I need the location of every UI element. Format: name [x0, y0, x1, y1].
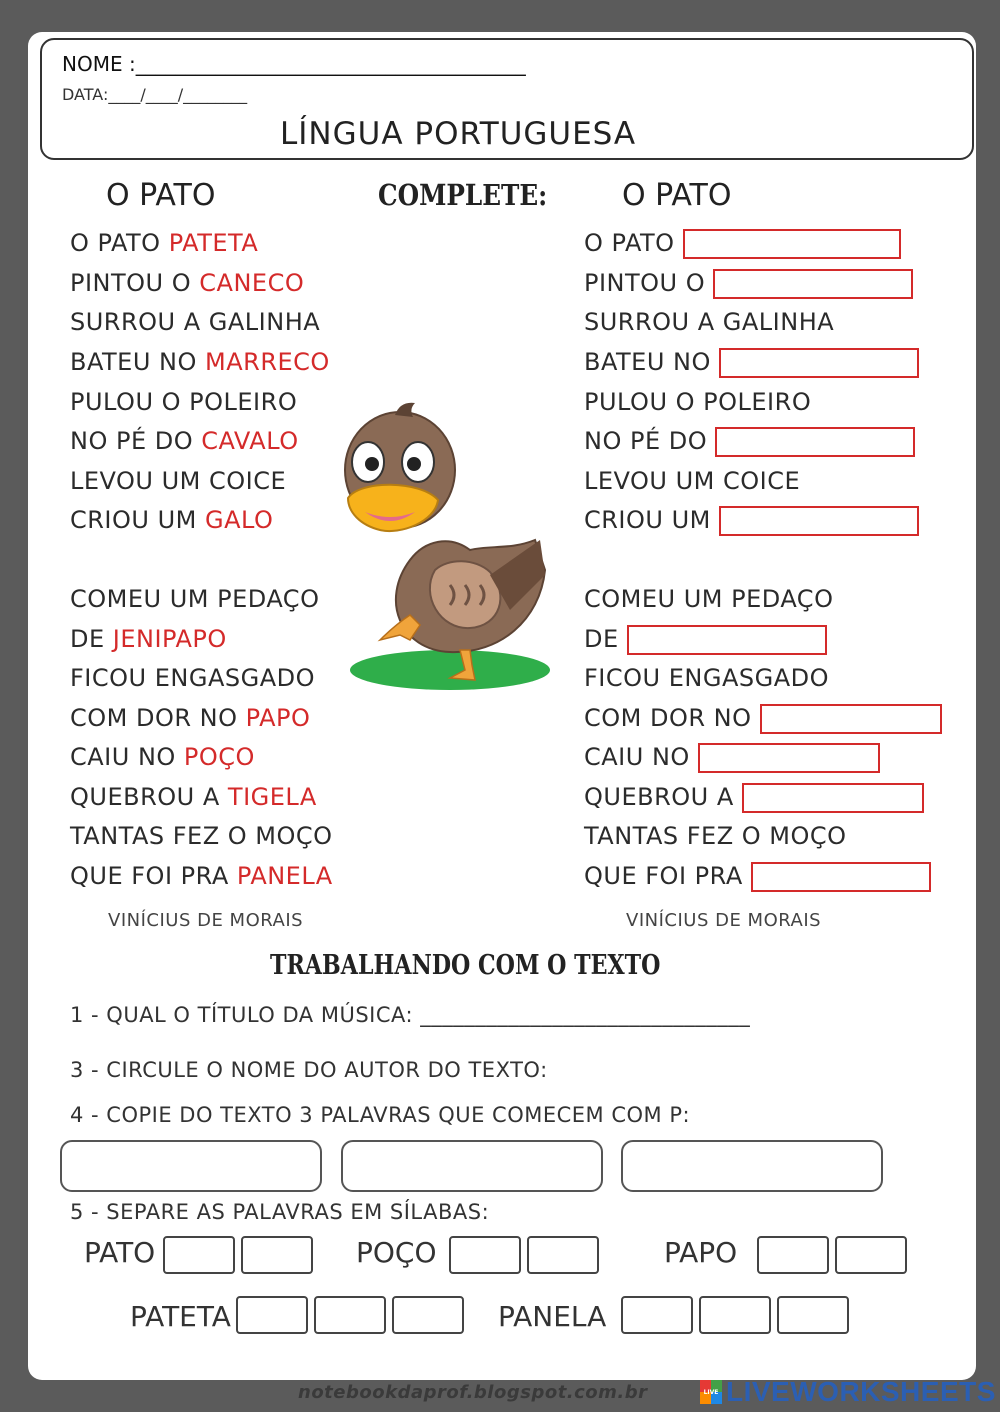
syllable-box[interactable] — [527, 1236, 599, 1274]
answer-input[interactable] — [698, 743, 880, 773]
answer-input[interactable] — [713, 269, 913, 299]
poem-line: FICOU ENGASGADO — [584, 664, 829, 692]
question-4: 4 - COPIE DO TEXTO 3 PALAVRAS QUE COMECEM COM P: — [70, 1103, 691, 1127]
author-left[interactable]: VINÍCIUS DE MORAIS — [108, 910, 304, 931]
syllable-box[interactable] — [236, 1296, 308, 1334]
complete-instruction: COMPLETE: — [378, 178, 548, 212]
syllable-box[interactable] — [835, 1236, 907, 1274]
liveworksheets-brand[interactable]: LIVEWORKSHEETS — [726, 1376, 996, 1407]
section-title: TRABALHANDO COM O TEXTO — [270, 950, 661, 981]
blank-line: QUEBROU A — [584, 782, 924, 812]
blank-line: O PATO — [584, 228, 901, 258]
poem-line: QUEBROU A TIGELA — [70, 783, 317, 811]
blank-line: CAIU NO — [584, 742, 880, 772]
poem-line: CAIU NO POÇO — [70, 743, 255, 771]
syllable-box[interactable] — [241, 1236, 313, 1274]
blank-line: QUE FOI PRA — [584, 861, 931, 891]
question-3: 3 - CIRCULE O NOME DO AUTOR DO TEXTO: — [70, 1058, 548, 1082]
date-field[interactable]: DATA:____/____/________ — [62, 85, 248, 104]
word-answer-box-1[interactable] — [60, 1140, 322, 1192]
poem-title-right: O PATO — [622, 178, 732, 213]
blank-line: DE — [584, 624, 827, 654]
word-answer-box-3[interactable] — [621, 1140, 883, 1192]
syllable-word-panela: PANELA — [498, 1300, 607, 1333]
question-5: 5 - SEPARE AS PALAVRAS EM SÍLABAS: — [70, 1200, 490, 1224]
subject-title: LÍNGUA PORTUGUESA — [280, 116, 637, 152]
poem-line: DE JENIPAPO — [70, 625, 227, 653]
answer-input[interactable] — [760, 704, 942, 734]
author-right[interactable]: VINÍCIUS DE MORAIS — [626, 910, 822, 931]
liveworksheets-logo-icon: LIVE — [700, 1380, 722, 1404]
syllable-box[interactable] — [163, 1236, 235, 1274]
poem-line: COM DOR NO PAPO — [70, 704, 311, 732]
syllable-word-pato: PATO — [84, 1236, 156, 1269]
poem-line: TANTAS FEZ O MOÇO — [584, 822, 847, 850]
syllable-box[interactable] — [777, 1296, 849, 1334]
syllable-box[interactable] — [392, 1296, 464, 1334]
syllable-word-pateta: PATETA — [130, 1300, 231, 1333]
blank-line: COM DOR NO — [584, 703, 942, 733]
syllable-box[interactable] — [449, 1236, 521, 1274]
poem-line: FICOU ENGASGADO — [70, 664, 315, 692]
answer-input[interactable] — [715, 427, 915, 457]
answer-input[interactable] — [719, 506, 919, 536]
answer-input[interactable] — [627, 625, 827, 655]
blank-line: BATEU NO — [584, 347, 919, 377]
poem-line: CRIOU UM GALO — [70, 506, 274, 534]
blank-line: NO PÉ DO — [584, 426, 915, 456]
syllable-word-poco: POÇO — [356, 1236, 437, 1269]
duck-illustration — [340, 400, 560, 700]
question-1[interactable]: 1 - QUAL O TÍTULO DA MÚSICA: ______________________________ — [70, 1003, 751, 1027]
name-field[interactable]: NOME :_______________________________________ — [62, 52, 526, 76]
poem-title-left: O PATO — [106, 178, 216, 213]
poem-line: PINTOU O CANECO — [70, 269, 305, 297]
blog-watermark: notebookdaprof.blogspot.com.br — [298, 1382, 648, 1403]
syllable-box[interactable] — [757, 1236, 829, 1274]
poem-line: TANTAS FEZ O MOÇO — [70, 822, 333, 850]
answer-input[interactable] — [683, 229, 901, 259]
poem-line: COMEU UM PEDAÇO — [584, 585, 834, 613]
answer-input[interactable] — [742, 783, 924, 813]
answer-input[interactable] — [751, 862, 931, 892]
poem-line: SURROU A GALINHA — [584, 308, 835, 336]
blank-line: PINTOU O — [584, 268, 913, 298]
poem-line: PULOU O POLEIRO — [70, 388, 298, 416]
poem-line: O PATO PATETA — [70, 229, 259, 257]
poem-line: COMEU UM PEDAÇO — [70, 585, 320, 613]
word-answer-box-2[interactable] — [341, 1140, 603, 1192]
poem-line: LEVOU UM COICE — [70, 467, 287, 495]
poem-line: BATEU NO MARRECO — [70, 348, 330, 376]
grass-shape — [350, 650, 550, 690]
syllable-box[interactable] — [621, 1296, 693, 1334]
poem-line: SURROU A GALINHA — [70, 308, 321, 336]
poem-line: PULOU O POLEIRO — [584, 388, 812, 416]
blank-line: CRIOU UM — [584, 505, 919, 535]
poem-line: NO PÉ DO CAVALO — [70, 427, 299, 455]
answer-input[interactable] — [719, 348, 919, 378]
poem-line: QUE FOI PRA PANELA — [70, 862, 333, 890]
syllable-word-papo: PAPO — [664, 1236, 738, 1269]
syllable-box[interactable] — [699, 1296, 771, 1334]
syllable-box[interactable] — [314, 1296, 386, 1334]
poem-line: LEVOU UM COICE — [584, 467, 801, 495]
